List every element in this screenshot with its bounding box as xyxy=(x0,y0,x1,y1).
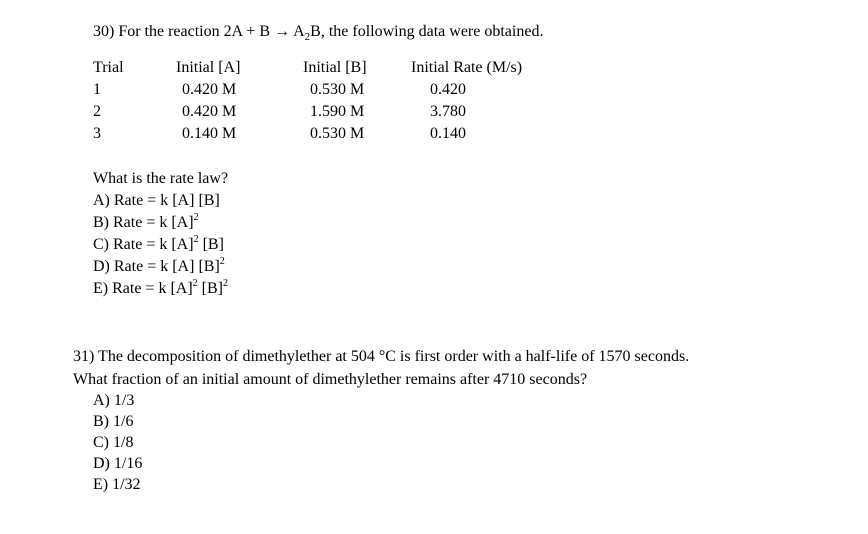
q30-option-d xyxy=(93,257,225,277)
table-cell-b: 1.590 M xyxy=(310,103,365,120)
exponent: 2 xyxy=(222,278,228,289)
q31-option-e: E) 1/32 xyxy=(93,476,141,493)
option-text: E) Rate = k [A] xyxy=(93,280,193,297)
table-header-initial-a: Initial [A] xyxy=(176,59,241,76)
table-cell-rate: 0.140 xyxy=(430,125,466,142)
exponent: 2 xyxy=(192,278,198,289)
table-cell-a: 0.420 M xyxy=(182,103,237,120)
table-header-trial: Trial xyxy=(93,59,124,76)
q30-option-b xyxy=(93,213,199,233)
table-cell-b: 0.530 M xyxy=(310,125,365,142)
table-cell-a: 0.420 M xyxy=(182,81,237,98)
q31-question-line1: 31) The decomposition of dimethylether at 504 °C is first order with a half-life of 1570 seconds. xyxy=(73,348,690,365)
option-text: D) Rate = k [A] [B] xyxy=(93,258,220,275)
option-text-tail: [B] xyxy=(198,236,224,253)
option-text: A) Rate = k [A] [B] xyxy=(93,192,220,209)
table-cell-rate: 0.420 xyxy=(430,81,466,98)
table-cell-trial: 3 xyxy=(93,125,101,142)
q31-option-a: A) 1/3 xyxy=(93,392,135,409)
option-text: B) Rate = k [A] xyxy=(93,214,194,231)
table-cell-b: 0.530 M xyxy=(310,81,365,98)
q30-question-text: 30) For the reaction 2A + B → A xyxy=(93,23,305,40)
q31-option-c: C) 1/8 xyxy=(93,434,134,451)
table-cell-a: 0.140 M xyxy=(182,125,237,142)
q31-question-line2: What fraction of an initial amount of dimethylether remains after 4710 seconds? xyxy=(73,371,588,388)
exponent: 2 xyxy=(193,212,199,223)
exponent: 2 xyxy=(193,234,199,245)
table-cell-trial: 2 xyxy=(93,103,101,120)
q30-option-e xyxy=(93,279,228,299)
exponent: 2 xyxy=(219,256,225,267)
table-header-initial-b: Initial [B] xyxy=(303,59,367,76)
table-header-initial-rate: Initial Rate (M/s) xyxy=(411,59,523,76)
q30-question-tail: B, the following data were obtained. xyxy=(310,23,544,40)
option-text: C) Rate = k [A] xyxy=(93,236,194,253)
q31-option-b: B) 1/6 xyxy=(93,413,134,430)
q31-option-d: D) 1/16 xyxy=(93,455,143,472)
table-cell-trial: 1 xyxy=(93,81,101,98)
q30-question xyxy=(93,22,543,47)
q30-prompt: What is the rate law? xyxy=(93,170,229,187)
q30-option-a xyxy=(93,191,220,211)
q30-product-subscript: 2 xyxy=(304,31,311,44)
option-text-tail: [B] xyxy=(197,280,223,297)
q30-option-c xyxy=(93,235,224,255)
table-cell-rate: 3.780 xyxy=(430,103,466,120)
